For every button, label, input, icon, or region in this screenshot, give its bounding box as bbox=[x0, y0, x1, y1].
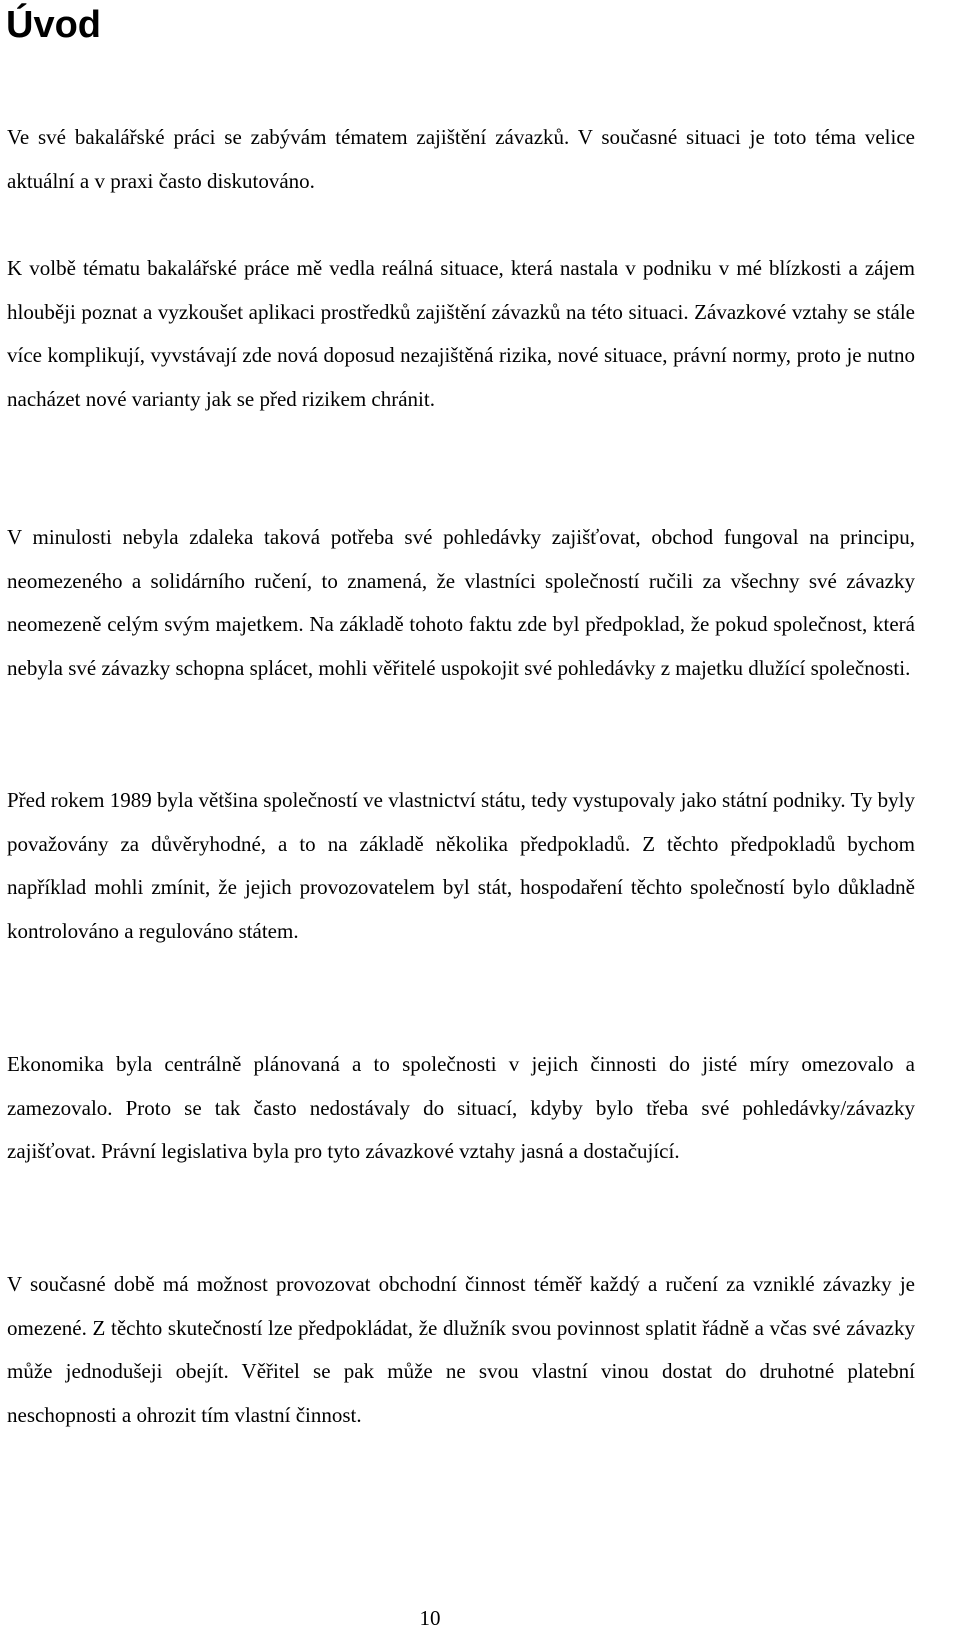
paragraph-1: Ve své bakalářské práci se zabývám tématem zajištění závazků. V současné situaci je toto téma velice aktuální a v praxi často diskutováno. bbox=[7, 125, 915, 193]
paragraph-3: V minulosti nebyla zdaleka taková potřeba své pohledávky zajišťovat, obchod fungoval na principu, neomezeného a solidárního ručení, to znamená, že vlastníci společností ručili za všechny své závazky neomezeně celým svým majetkem. Na základě tohoto faktu zde byl předpoklad, že pokud společnost, která nebyla své závazky schopna splácet, mohli věřitelé uspokojit své pohledávky z majetku dlužící společnosti. bbox=[7, 525, 915, 680]
page-number: 10 bbox=[419, 1606, 441, 1630]
page-title: Úvod bbox=[6, 4, 101, 46]
paragraph-4: Před rokem 1989 byla většina společností ve vlastnictví státu, tedy vystupovaly jako státní podniky. Ty byly považovány za důvěryhodné, a to na základě několika předpokladů. Z těchto předpokladů bychom například mohli zmínit, že jejich provozovatelem byl stát, hospodaření těchto společností bylo důkladně kontrolováno a regulováno státem. bbox=[7, 788, 915, 943]
paragraph-2: K volbě tématu bakalářské práce mě vedla reálná situace, která nastala v podniku v mé blízkosti a zájem hlouběji poznat a vyzkoušet aplikaci prostředků zajištění závazků na této situaci. Závazkové vztahy se stále více komplikují, vyvstávají zde nová doposud nezajištěná rizika, nové situace, právní normy, proto je nutno nacházet nové varianty jak se před rizikem chránit. bbox=[7, 256, 915, 411]
paragraph-6: V současné době má možnost provozovat obchodní činnost téměř každý a ručení za vzniklé závazky je omezené. Z těchto skutečností lze předpokládat, že dlužník svou povinnost splatit řádně a včas své závazky může jednodušeji obejít. Věřitel se pak může ne svou vlastní vinou dostat do druhotné platební neschopnosti a ohrozit tím vlastní činnost. bbox=[7, 1272, 915, 1427]
paragraph-5: Ekonomika byla centrálně plánovaná a to společnosti v jejich činnosti do jisté míry omezovalo a zamezovalo. Proto se tak často nedostávaly do situací, kdyby bylo třeba své pohledávky/závazky zajišťovat. Právní legislativa byla pro tyto závazkové vztahy jasná a dostačující. bbox=[7, 1052, 915, 1164]
